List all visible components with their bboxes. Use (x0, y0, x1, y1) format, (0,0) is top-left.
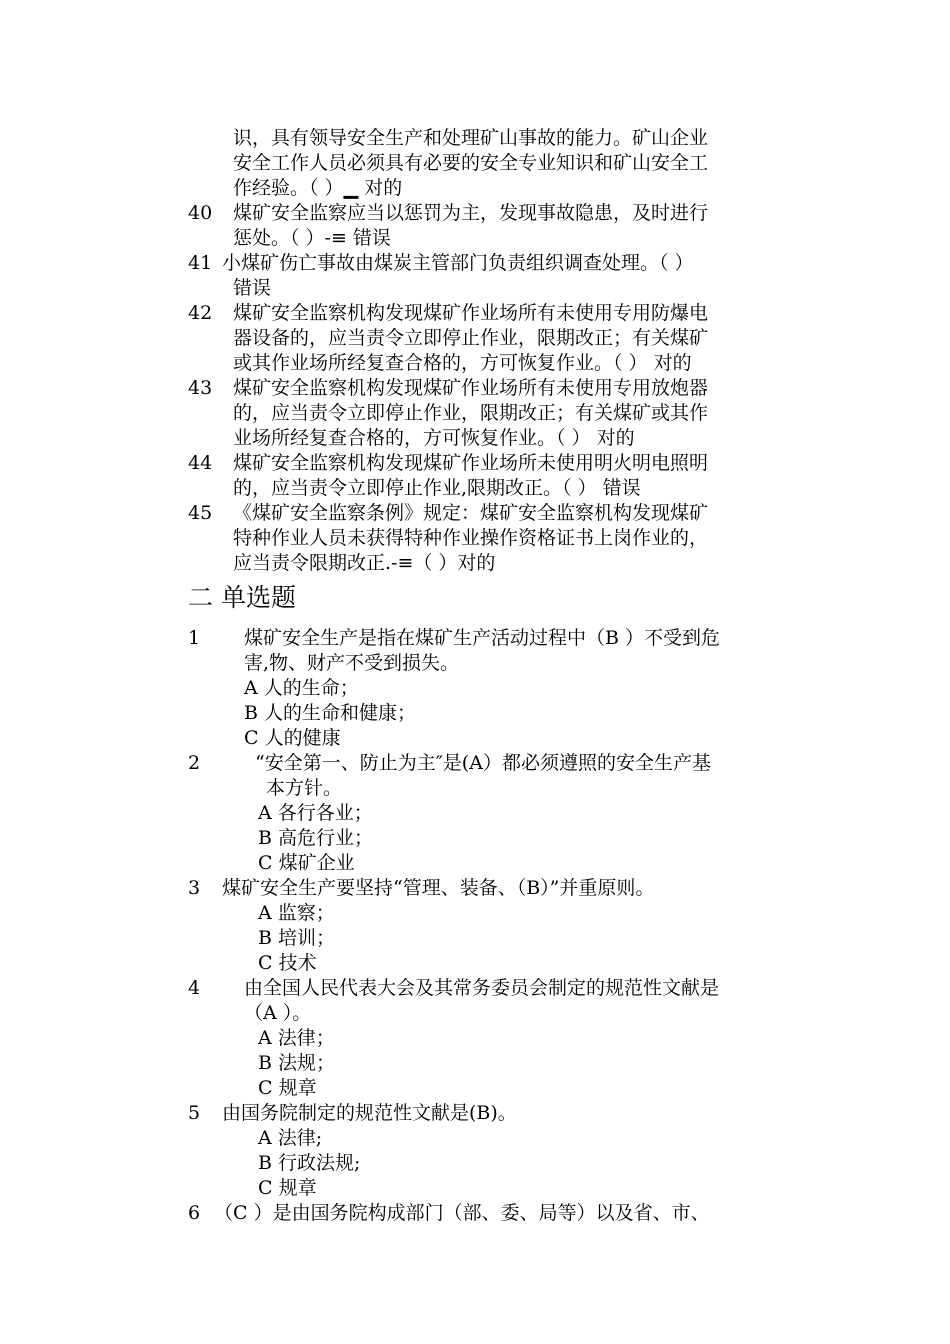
tf-line: 错误 (233, 277, 272, 299)
mc-option: C 煤矿企业 (258, 852, 355, 874)
tf-line: 安全工作人员必须具有必要的安全专业知识和矿山安全工 (233, 152, 709, 174)
mc-option: B 高危行业； (258, 827, 374, 849)
mc-option: A 监察； (258, 902, 335, 924)
tf-line: 《煤矿安全监察条例》规定：煤矿安全监察机构发现煤矿 (233, 502, 709, 524)
tf-item-number: 40 (188, 202, 213, 224)
tf-item-number: 42 (188, 302, 213, 324)
tf-item-number: 45 (188, 502, 213, 524)
mc-option: C 技术 (258, 952, 317, 974)
mc-item-number: 5 (188, 1102, 201, 1124)
mc-option: A 人的生命； (244, 677, 359, 699)
tf-line: 识，具有领导安全生产和处理矿山事故的能力。矿山企业 (233, 127, 709, 149)
mc-option: A 各行各业； (258, 802, 373, 824)
mc-item-number: 6 (188, 1202, 201, 1224)
mc-question-line: 本方针。 (266, 777, 343, 799)
tf-line: 的，应当责令立即停止作业,限期改正。（ ） 错误 (233, 477, 641, 499)
tf-line: 小煤矿伤亡事故由煤炭主管部门负责组织调查处理。（ ） (222, 252, 694, 274)
mc-option: B 培训； (258, 927, 336, 949)
tf-line: 煤矿安全监察机构发现煤矿作业场所未使用明火明电照明 (233, 452, 709, 474)
tf-line: 的，应当责令立即停止作业，限期改正；有关煤矿或其作 (233, 402, 709, 424)
mc-question-line: 煤矿安全生产是指在煤矿生产活动过程中（B ）不受到危 (244, 627, 721, 649)
mc-option: C 人的健康 (244, 727, 341, 749)
section-title: 二 单选题 (188, 583, 296, 612)
mc-question-line: 煤矿安全生产要坚持“管理、装备、（B）”并重原则。 (222, 877, 655, 899)
mc-question-line: （A ）。 (244, 1002, 312, 1024)
tf-line: 煤矿安全监察应当以惩罚为主，发现事故隐患，及时进行 (233, 202, 709, 224)
mc-question-line: 由国务院制定的规范性文献是(B)。 (222, 1102, 517, 1124)
tf-item-number: 44 (188, 452, 213, 474)
mc-option: B 行政法规; (258, 1152, 361, 1174)
mc-option: C 规章 (258, 1077, 317, 1099)
tf-item-number: 41 (188, 252, 213, 274)
mc-option: B 人的生命和健康； (244, 702, 417, 724)
mc-question-line: （C ）是由国务院构成部门（部、委、局等）以及省、市、 (214, 1202, 710, 1224)
tf-line: 煤矿安全监察机构发现煤矿作业场所有未使用专用放炮器 (233, 377, 709, 399)
mc-option: C 规章 (258, 1177, 317, 1199)
tf-line: 特种作业人员未获得特种作业操作资格证书上岗作业的， (233, 527, 709, 549)
mc-item-number: 3 (188, 877, 201, 899)
tf-item-number: 43 (188, 377, 213, 399)
mc-option: B 法规； (258, 1052, 336, 1074)
tf-line: 惩处。（ ）-≡ 错误 (233, 227, 391, 249)
tf-line: 应当责令限期改正.-≡（ ）对的 (233, 552, 496, 574)
tf-line: 器设备的，应当责令立即停止作业，限期改正；有关煤矿 (233, 327, 709, 349)
tf-line: 或其作业场所经复查合格的，方可恢复作业。（ ） 对的 (233, 352, 692, 374)
tf-line: 煤矿安全监察机构发现煤矿作业场所有未使用专用防爆电 (233, 302, 709, 324)
mc-option: A 法律； (258, 1027, 335, 1049)
mc-question-line: “安全第一、防止为主″是(A）都必须遵照的安全生产基 (255, 752, 711, 774)
mc-item-number: 1 (188, 627, 201, 649)
mc-item-number: 2 (188, 752, 201, 774)
tf-line: 业场所经复查合格的，方可恢复作业。（ ） 对的 (233, 427, 635, 449)
mc-question-line: 由全国人民代表大会及其常务委员会制定的规范性文献是 (244, 977, 720, 999)
mc-item-number: 4 (188, 977, 201, 999)
mc-question-line: 害,物、财产不受到损失。 (244, 652, 460, 674)
mc-option: A 法律; (258, 1127, 323, 1149)
tf-line: 作经验。（ ）▁ 对的 (233, 177, 403, 199)
